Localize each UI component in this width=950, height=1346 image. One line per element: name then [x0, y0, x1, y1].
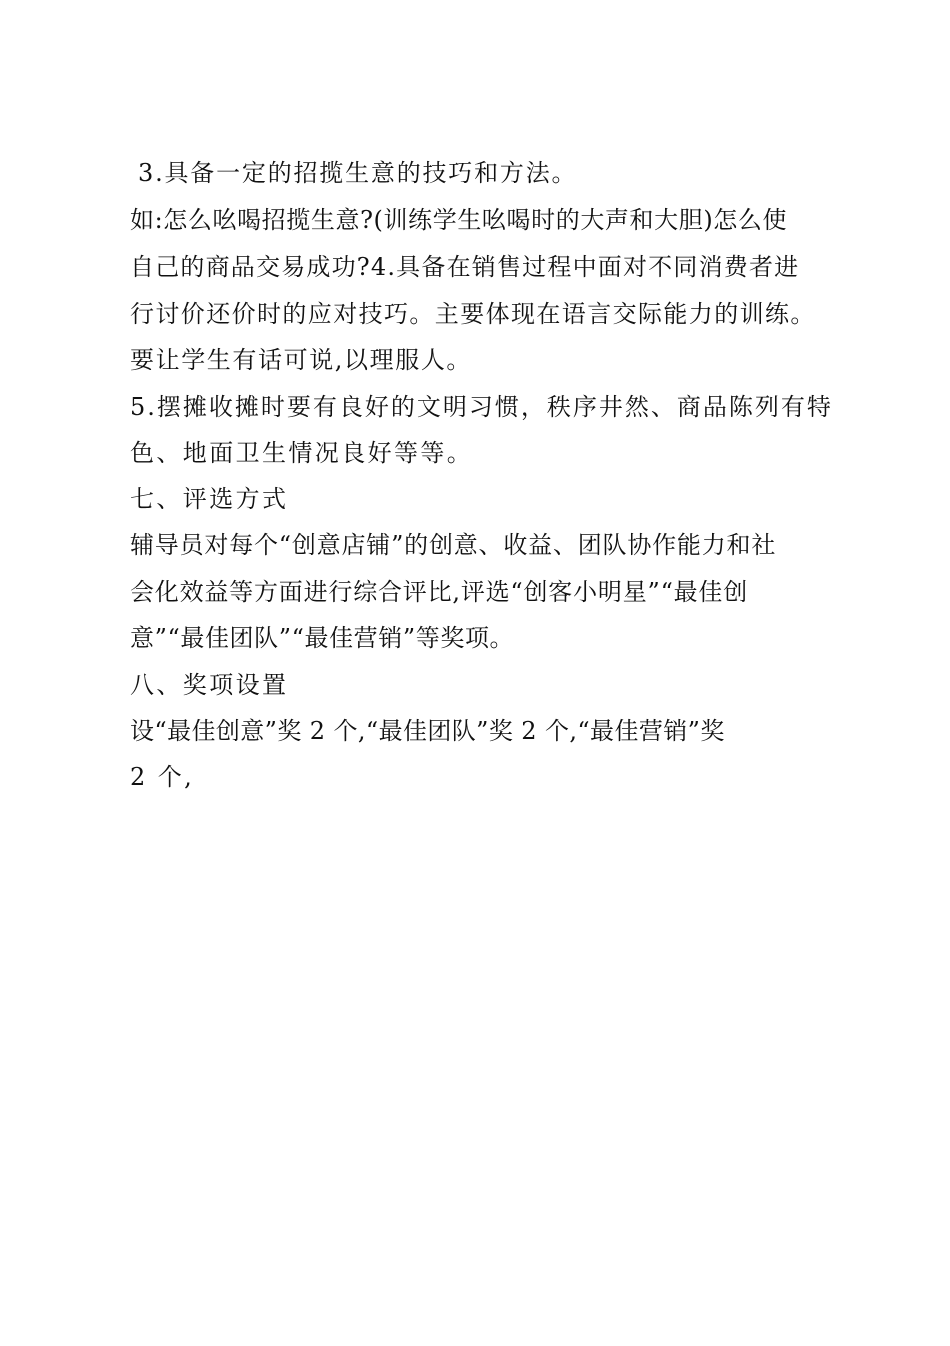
text-line-persuasion: 要让学生有话可说,以理服人。: [130, 346, 473, 374]
text-line-hygiene: 色、地面卫生情况良好等等。: [130, 439, 474, 467]
text-line-awards-1: 设“最佳创意”奖 2 个,“最佳团队”奖 2 个,“最佳营销”奖: [130, 717, 725, 745]
text-line-awards-2: 2 个,: [130, 763, 195, 791]
text-line-example: 如:怎么吆喝招揽生意?(训练学生吆喝时的大声和大胆)怎么使: [130, 206, 788, 234]
text-line-evaluation-1: 辅导员对每个“创意店铺”的创意、收益、团队协作能力和社: [130, 531, 777, 559]
section-heading-awards: 八、奖项设置: [130, 671, 289, 699]
text-line-skill-5: 5.摆摊收摊时要有良好的文明习惯，秩序井然、商品陈列有特: [130, 393, 833, 421]
section-heading-evaluation: 七、评选方式: [130, 485, 289, 513]
text-line-evaluation-3: 意”“最佳团队”“最佳营销”等奖项。: [130, 624, 515, 652]
text-line-evaluation-2: 会化效益等方面进行综合评比,评选“创客小明星”“最佳创: [130, 578, 749, 606]
text-line-skill-4: 自己的商品交易成功?4.具备在销售过程中面对不同消费者进: [130, 253, 800, 281]
text-line-bargaining: 行讨价还价时的应对技巧。主要体现在语言交际能力的训练。: [130, 300, 816, 328]
text-line-skill-3: 3.具备一定的招揽生意的技巧和方法。: [138, 159, 578, 187]
